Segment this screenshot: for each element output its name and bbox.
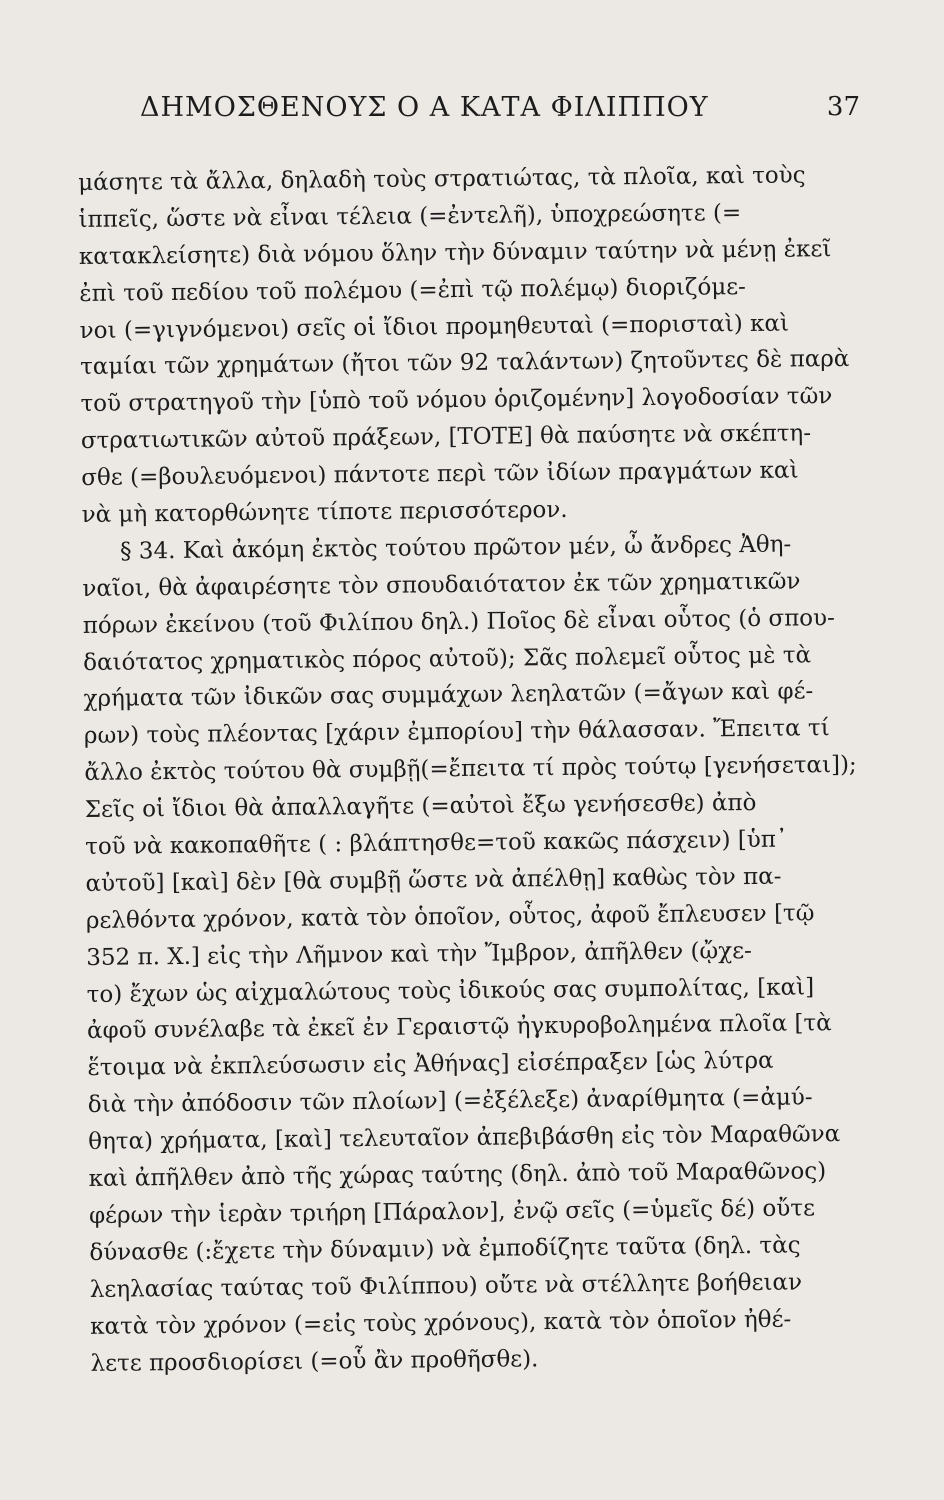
- text-line: τοῦ στρατηγοῦ τὴν [ὑπὸ τοῦ νόμου ὁριζομένην] λογοδοσίαν τῶν: [80, 383, 833, 418]
- text-line: σθε (=βουλευόμενοι) πάντοτε περὶ τῶν ἰδίων πραγμάτων καὶ: [81, 457, 799, 492]
- text-line: ἄλλο ἐκτὸς τούτου θὰ συμβῇ(=ἔπειτα τί πρὸς τούτῳ [γενήσεται]);: [84, 752, 857, 787]
- text-line: ταμίαι τῶν χρημάτων (ἤτοι τῶν 92 ταλάντων) ζητοῦντες δὲ παρὰ: [79, 346, 850, 381]
- section-start-line: § 34. Καὶ ἀκόμη ἐκτὸς τούτου πρῶτον μέν, ὦ ἄνδρες Ἀθη-: [119, 531, 792, 565]
- text-line: τοῦ νὰ κακοπαθῆτε ( : βλάπτησθε=τοῦ κακῶς πάσχειν) [ὑπ᾽: [85, 826, 788, 860]
- text-line: πόρων ἐκείνου (τοῦ Φιλίπου δηλ.) Ποῖος δὲ εἶναι οὗτος (ὁ σπου-: [82, 604, 835, 639]
- text-line: φέρων τὴν ἱερὰν τριήρη [Πάραλον], ἐνῷ σεῖς (=ὑμεῖς δέ) οὔτε: [88, 1195, 816, 1229]
- text-line: ρελθόντα χρόνον, κατὰ τὸν ὁποῖον, οὗτος, ἀφοῦ ἔπλευσεν [τῷ: [85, 900, 815, 934]
- text-line: διὰ τὴν ἀπόδοσιν τῶν πλοίων] (=ἐξέλεξε) ἀναρίθμητα (=ἀμύ-: [87, 1084, 813, 1119]
- text-line: αὐτοῦ] [καὶ] δὲν [θὰ συμβῇ ὥστε νὰ ἀπέλθῃ] καθὼς τὸν πα-: [85, 863, 782, 897]
- text-line: στρατιωτικῶν αὐτοῦ πράξεων, [ΤΟΤΕ] θὰ παύσητε νὰ σκέπτη-: [80, 420, 812, 455]
- text-line: λεηλασίας ταύτας τοῦ Φιλίππου) οὔτε νὰ στέλλητε βοήθειαν: [89, 1269, 803, 1303]
- text-line: ναῖοι, θὰ ἀφαιρέσητε τὸν σπουδαιότατον ἐκ τῶν χρηματικῶν: [82, 568, 801, 602]
- text-line: ἀφοῦ συνέλαβε τὰ ἐκεῖ ἐν Γεραιστῷ ἠγκυροβολημένα πλοῖα [τὰ: [86, 1010, 832, 1045]
- text-line: κατὰ τὸν χρόνον (=εἰς τοὺς χρόνους), κατὰ τὸν ὁποῖον ἠθέ-: [90, 1306, 792, 1340]
- text-line: λετε προσδιορίσει (=οὗ ἂν προθῆσθε).: [90, 1345, 539, 1377]
- text-line: κατακλείσητε) διὰ νόμου ὅλην τὴν δύναμιν ταύτην νὰ μένῃ ἐκεῖ: [78, 235, 832, 270]
- text-line: χρήματα τῶν ἰδικῶν σας συμμάχων λεηλατῶν (=ἄγων καὶ φέ-: [83, 678, 814, 713]
- text-line: Σεῖς οἱ ἴδιοι θὰ ἀπαλλαγῆτε (=αὐτοὶ ἔξω γενήσεσθε) ἀπὸ: [84, 790, 757, 824]
- text-line: δύνασθε (:ἔχετε τὴν δύναμιν) νὰ ἐμποδίζητε ταῦτα (δηλ. τὰς: [89, 1232, 801, 1266]
- text-line: ἐπὶ τοῦ πεδίου τοῦ πολέμου (=ἐπὶ τῷ πολέμῳ) διοριζόμε-: [79, 273, 747, 307]
- text-line: ρων) τοὺς πλέοντας [χάριν ἐμπορίου] τὴν θάλασσαν. Ἔπειτα τί: [83, 715, 830, 750]
- text-body: [78, 157, 881, 1383]
- text-line: 352 π. Χ.] εἰς τὴν Λῆμνον καὶ τὴν Ἴμβρον, ἀπῆλθεν (ᾤχε-: [86, 937, 752, 971]
- text-line: μάσητε τὰ ἄλλα, δηλαδὴ τοὺς στρατιώτας, τὰ πλοῖα, καὶ τοὺς: [78, 162, 806, 196]
- text-line: νὰ μὴ κατορθώνητε τίποτε περισσότερον.: [81, 496, 568, 528]
- running-header: [140, 92, 860, 136]
- text-line: το) ἔχων ὡς αἰχμαλώτους τοὺς ἰδικούς σας συμπολίτας, [καὶ]: [86, 973, 815, 1008]
- text-line: θητα) χρήματα, [καὶ] τελευταῖον ἀπεβιβάσθη εἰς τὸν Μαραθῶνα: [88, 1121, 841, 1156]
- text-line: ἱππεῖς, ὥστε νὰ εἶναι τέλεια (=ἐντελῆ), ὑποχρεώσητε (=: [78, 199, 742, 233]
- text-line: δαιότατος χρηματικὸς πόρος αὐτοῦ); Σᾶς πολεμεῖ οὗτος μὲ τὰ: [83, 641, 812, 676]
- page-title: ΔΗΜΟΣΘΕΝΟΥΣ Ο Α ΚΑΤΑ ΦΙΛΙΠΠΟΥ: [140, 92, 709, 123]
- text-line: καὶ ἀπῆλθεν ἀπὸ τῆς χώρας ταύτης (δηλ. ἀπὸ τοῦ Μαραθῶνος): [88, 1158, 827, 1192]
- text-line: νοι (=γιγνόμενοι) σεῖς οἱ ἴδιοι προμηθευταὶ (=πορισταὶ) καὶ: [79, 310, 790, 344]
- page-number: 37: [826, 92, 860, 122]
- text-line: ἕτοιμα νὰ ἐκπλεύσωσιν εἰς Ἀθήνας] εἰσέπραξεν [ὡς λύτρα: [87, 1048, 774, 1082]
